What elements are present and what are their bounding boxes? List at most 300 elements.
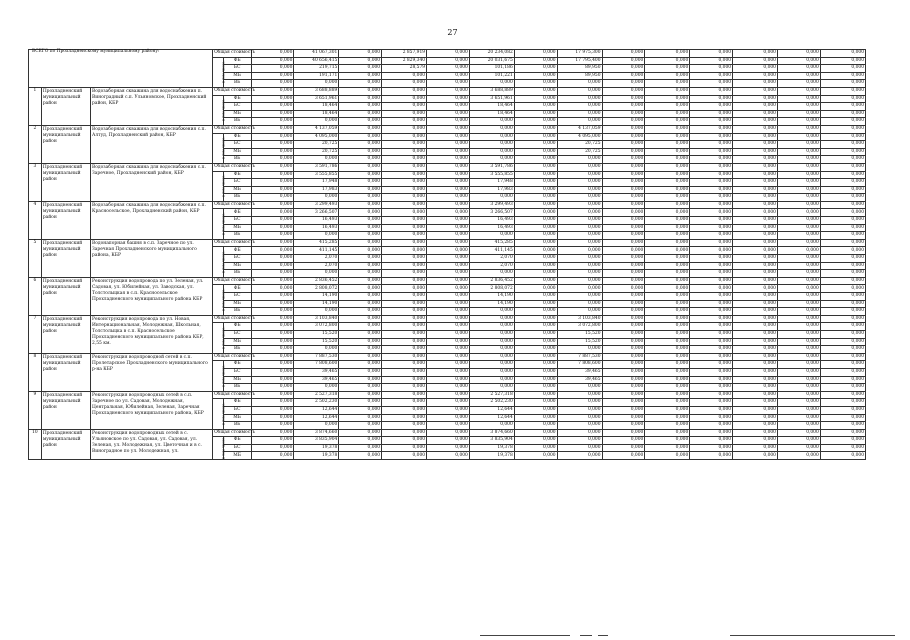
bottom-rule-lines <box>480 635 910 638</box>
value-cell: 0,000 <box>602 148 645 156</box>
value-cell: 0,000 <box>733 406 778 414</box>
value-cell: 0,000 <box>777 65 820 73</box>
value-cell: 0,000 <box>602 103 645 111</box>
value-cell: 0,000 <box>514 444 557 452</box>
value-cell: 0,000 <box>557 110 602 118</box>
value-cell: 0,000 <box>602 110 645 118</box>
value-cell: 0,000 <box>820 186 865 194</box>
value-cell: 0,000 <box>820 217 865 225</box>
value-cell: 0,000 <box>427 50 470 58</box>
value-cell: 0,000 <box>339 95 382 103</box>
summary-row <box>29 50 866 58</box>
value-cell: 4 095,000 <box>557 133 602 141</box>
value-cell: 0,000 <box>777 125 820 133</box>
value-cell: 0,000 <box>645 308 690 316</box>
cost-type: БС <box>223 444 251 452</box>
value-cell: 17,983 <box>294 186 339 194</box>
value-cell: 0,000 <box>251 384 294 392</box>
value-cell: 0,000 <box>645 224 690 232</box>
value-cell: 0,000 <box>251 444 294 452</box>
value-cell: 0,000 <box>690 285 733 293</box>
value-cell: 0,000 <box>645 179 690 187</box>
value-cell: 0,000 <box>514 308 557 316</box>
vertical-text: в том числе: <box>221 364 226 387</box>
summary-label: ВСЕГО по Прохладненскому муниципальному району: <box>29 50 213 88</box>
value-cell: 0,000 <box>514 118 557 126</box>
value-cell: 0,000 <box>557 247 602 255</box>
value-cell: 0,000 <box>427 133 470 141</box>
value-cell: 0,000 <box>514 437 557 445</box>
value-cell: 0,000 <box>645 201 690 209</box>
value-cell: 0,000 <box>820 141 865 149</box>
value-cell: 0,000 <box>690 353 733 361</box>
value-cell: 0,000 <box>690 87 733 95</box>
value-cell: 15,520 <box>557 338 602 346</box>
value-cell: 19,378 <box>294 452 339 460</box>
value-cell: 0,000 <box>820 133 865 141</box>
cost-type-total: Общая стоимость <box>214 429 255 435</box>
value-cell: 0,000 <box>820 65 865 73</box>
value-cell: 0,000 <box>602 361 645 369</box>
value-cell: 0,000 <box>251 262 294 270</box>
value-cell: 17 975,300 <box>557 50 602 58</box>
value-cell: 15,520 <box>557 330 602 338</box>
value-cell: 0,000 <box>777 384 820 392</box>
municipality-name: Прохладненский муниципальный район <box>41 315 90 353</box>
value-cell: 0,000 <box>820 50 865 58</box>
value-cell: 0,000 <box>339 80 382 88</box>
value-cell: 0,000 <box>557 80 602 88</box>
value-cell: 0,000 <box>690 346 733 354</box>
value-cell: 0,000 <box>339 285 382 293</box>
value-cell: 0,000 <box>514 141 557 149</box>
vertical-text: в том числе: <box>221 250 226 273</box>
value-cell: 0,000 <box>339 50 382 58</box>
value-cell: 0,000 <box>339 133 382 141</box>
value-cell: 18,464 <box>469 110 514 118</box>
value-cell: 7 808,600 <box>557 361 602 369</box>
value-cell: 0,000 <box>339 338 382 346</box>
value-cell: 2,070 <box>469 262 514 270</box>
value-cell: 0,000 <box>820 429 865 437</box>
value-cell: 0,000 <box>820 437 865 445</box>
cost-type: ФБ <box>223 171 251 179</box>
value-cell: 0,000 <box>469 315 514 323</box>
value-cell: 0,000 <box>382 133 427 141</box>
value-cell: 0,000 <box>514 232 557 240</box>
value-cell: 15,520 <box>294 330 339 338</box>
value-cell: 0,000 <box>733 110 778 118</box>
cost-type-total: Общая стоимость <box>214 315 255 321</box>
value-cell: 0,000 <box>690 444 733 452</box>
value-cell: 0,000 <box>733 186 778 194</box>
value-cell: 0,000 <box>382 330 427 338</box>
in-total-vertical-label <box>213 399 224 429</box>
value-cell: 0,000 <box>514 353 557 361</box>
value-cell: 0,000 <box>557 239 602 247</box>
value-cell: 0,000 <box>602 429 645 437</box>
value-cell: 0,000 <box>557 224 602 232</box>
value-cell: 0,000 <box>251 95 294 103</box>
value-cell: 16,493 <box>294 217 339 225</box>
value-cell: 0,000 <box>733 429 778 437</box>
value-cell: 0,000 <box>645 384 690 392</box>
value-cell: 0,000 <box>339 57 382 65</box>
value-cell: 0,000 <box>690 422 733 430</box>
value-cell: 0,000 <box>339 315 382 323</box>
value-cell: 0,000 <box>514 422 557 430</box>
value-cell: 0,000 <box>427 277 470 285</box>
value-cell: 0,000 <box>339 163 382 171</box>
value-cell: 0,000 <box>382 125 427 133</box>
value-cell: 0,000 <box>382 406 427 414</box>
value-cell: 19,378 <box>294 444 339 452</box>
project-row <box>29 201 866 209</box>
value-cell: 0,000 <box>294 384 339 392</box>
value-cell: 0,000 <box>820 179 865 187</box>
value-cell: 0,000 <box>339 87 382 95</box>
value-cell: 0,000 <box>733 239 778 247</box>
value-cell: 0,000 <box>645 444 690 452</box>
value-cell: 0,000 <box>690 72 733 80</box>
value-cell: 0,000 <box>777 399 820 407</box>
value-cell: 0,000 <box>514 224 557 232</box>
value-cell: 0,000 <box>690 186 733 194</box>
value-cell: 0,000 <box>251 133 294 141</box>
value-cell: 0,000 <box>733 201 778 209</box>
value-cell: 0,000 <box>427 239 470 247</box>
value-cell: 0,000 <box>469 270 514 278</box>
value-cell: 0,000 <box>602 209 645 217</box>
value-cell: 0,000 <box>733 361 778 369</box>
value-cell: 0,000 <box>820 87 865 95</box>
value-cell: 0,000 <box>820 156 865 164</box>
value-cell: 0,000 <box>602 452 645 460</box>
value-cell: 3 266,507 <box>294 209 339 217</box>
value-cell: 17,948 <box>469 179 514 187</box>
value-cell: 0,000 <box>733 437 778 445</box>
value-cell: 0,000 <box>469 80 514 88</box>
value-cell: 0,000 <box>469 323 514 331</box>
value-cell: 19,378 <box>469 452 514 460</box>
value-cell: 0,000 <box>602 384 645 392</box>
value-cell: 0,000 <box>602 376 645 384</box>
cost-type: МБ <box>223 414 251 422</box>
value-cell: 0,000 <box>602 125 645 133</box>
value-cell: 0,000 <box>514 262 557 270</box>
value-cell: 0,000 <box>557 186 602 194</box>
cost-type: МБ <box>223 110 251 118</box>
value-cell: 0,000 <box>382 118 427 126</box>
value-cell: 0,000 <box>777 300 820 308</box>
value-cell: 0,000 <box>514 171 557 179</box>
value-cell: 0,000 <box>514 163 557 171</box>
value-cell: 0,000 <box>469 125 514 133</box>
value-cell: 0,000 <box>557 300 602 308</box>
value-cell: 20,725 <box>294 148 339 156</box>
value-cell: 415,285 <box>294 239 339 247</box>
value-cell: 0,000 <box>645 285 690 293</box>
value-cell: 0,000 <box>382 338 427 346</box>
row-number: 10 <box>29 429 42 459</box>
value-cell: 0,000 <box>557 444 602 452</box>
value-cell: 0,000 <box>382 179 427 187</box>
cost-type: ФБ <box>223 437 251 445</box>
value-cell: 0,000 <box>733 232 778 240</box>
value-cell: 0,000 <box>602 179 645 187</box>
value-cell: 0,000 <box>690 330 733 338</box>
value-cell: 0,000 <box>557 179 602 187</box>
value-cell: 15,520 <box>294 338 339 346</box>
value-cell: 0,000 <box>690 376 733 384</box>
value-cell: 0,000 <box>820 293 865 301</box>
value-cell: 0,000 <box>645 361 690 369</box>
value-cell: 0,000 <box>777 57 820 65</box>
value-cell: 0,000 <box>514 406 557 414</box>
cost-type-total: Общая стоимость <box>214 239 255 245</box>
value-cell: 0,000 <box>645 414 690 422</box>
value-cell: 0,000 <box>820 163 865 171</box>
value-cell: 0,000 <box>557 452 602 460</box>
value-cell: 0,000 <box>339 361 382 369</box>
value-cell: 0,000 <box>514 239 557 247</box>
value-cell: 0,000 <box>382 148 427 156</box>
value-cell: 0,000 <box>690 65 733 73</box>
value-cell: 3 688,889 <box>469 87 514 95</box>
value-cell: 2 502,230 <box>469 399 514 407</box>
value-cell: 0,000 <box>251 72 294 80</box>
value-cell: 0,000 <box>557 232 602 240</box>
value-cell: 0,000 <box>777 179 820 187</box>
cost-type: ВБ <box>223 346 251 354</box>
value-cell: 0,000 <box>469 232 514 240</box>
value-cell: 0,000 <box>514 452 557 460</box>
value-cell: 0,000 <box>427 308 470 316</box>
value-cell: 0,000 <box>602 201 645 209</box>
row-number: 2 <box>29 125 42 163</box>
project-row <box>29 125 866 133</box>
value-cell: 0,000 <box>602 300 645 308</box>
value-cell: 0,000 <box>777 224 820 232</box>
value-cell: 0,000 <box>602 315 645 323</box>
in-total-vertical-label <box>213 133 224 163</box>
value-cell: 0,000 <box>690 270 733 278</box>
value-cell: 0,000 <box>820 118 865 126</box>
value-cell: 0,000 <box>645 270 690 278</box>
value-cell: 0,000 <box>645 141 690 149</box>
value-cell: 0,000 <box>514 346 557 354</box>
object-description: Реконструкция водопровода по ул. Зеленая, ул. Садовая, ул. Юбилейная, ул. Заводская, ул. Толстолыцкая в с.п. Красносельское Прохладненского муниципального района КБР <box>91 277 213 315</box>
value-cell: 0,000 <box>557 391 602 399</box>
value-cell: 0,000 <box>382 444 427 452</box>
value-cell: 0,000 <box>645 338 690 346</box>
value-cell: 0,000 <box>339 368 382 376</box>
value-cell: 0,000 <box>557 437 602 445</box>
value-cell: 0,000 <box>645 217 690 225</box>
value-cell: 0,000 <box>339 194 382 202</box>
value-cell: 0,000 <box>382 72 427 80</box>
value-cell: 0,000 <box>777 186 820 194</box>
value-cell: 0,000 <box>645 125 690 133</box>
value-cell: 0,000 <box>820 270 865 278</box>
value-cell: 0,000 <box>427 376 470 384</box>
value-cell: 0,000 <box>427 384 470 392</box>
cost-type: ВБ <box>223 80 251 88</box>
value-cell: 2 829,340 <box>382 57 427 65</box>
value-cell: 0,000 <box>514 50 557 58</box>
value-cell: 19,378 <box>469 444 514 452</box>
value-cell: 0,000 <box>251 300 294 308</box>
value-cell: 0,000 <box>820 376 865 384</box>
value-cell: 0,000 <box>557 201 602 209</box>
value-cell: 0,000 <box>427 406 470 414</box>
value-cell: 3 299,493 <box>294 201 339 209</box>
municipality-name: Прохладненский муниципальный район <box>41 87 90 125</box>
value-cell: 0,000 <box>339 399 382 407</box>
value-cell: 0,000 <box>382 80 427 88</box>
value-cell: 0,000 <box>820 247 865 255</box>
value-cell: 0,000 <box>645 87 690 95</box>
value-cell: 0,000 <box>427 262 470 270</box>
value-cell: 0,000 <box>251 217 294 225</box>
value-cell: 0,000 <box>777 156 820 164</box>
cost-type: МБ <box>223 224 251 232</box>
value-cell: 0,000 <box>339 406 382 414</box>
value-cell: 0,000 <box>690 368 733 376</box>
value-cell: 0,000 <box>382 87 427 95</box>
value-cell: 0,000 <box>469 384 514 392</box>
value-cell: 0,000 <box>733 141 778 149</box>
in-total-vertical-label <box>213 323 224 353</box>
value-cell: 0,000 <box>427 285 470 293</box>
value-cell: 0,000 <box>339 293 382 301</box>
value-cell: 0,000 <box>690 300 733 308</box>
value-cell: 0,000 <box>557 95 602 103</box>
value-cell: 219,715 <box>294 65 339 73</box>
value-cell: 0,000 <box>777 171 820 179</box>
value-cell: 0,000 <box>602 171 645 179</box>
value-cell: 0,000 <box>820 80 865 88</box>
value-cell: 0,000 <box>690 323 733 331</box>
value-cell: 0,000 <box>733 217 778 225</box>
value-cell: 0,000 <box>690 95 733 103</box>
value-cell: 2,070 <box>469 255 514 263</box>
value-cell: 0,000 <box>339 437 382 445</box>
value-cell: 39,465 <box>294 376 339 384</box>
value-cell: 0,000 <box>602 72 645 80</box>
value-cell: 0,000 <box>777 87 820 95</box>
vertical-text: в том числе: <box>221 98 226 121</box>
value-cell: 0,000 <box>339 118 382 126</box>
value-cell: 0,000 <box>514 186 557 194</box>
row-number: 4 <box>29 201 42 239</box>
value-cell: 0,000 <box>690 384 733 392</box>
value-cell: 0,000 <box>733 422 778 430</box>
value-cell: 3 591,786 <box>294 163 339 171</box>
cost-type: БС <box>223 103 251 111</box>
value-cell: 0,000 <box>557 118 602 126</box>
value-cell: 0,000 <box>733 103 778 111</box>
cost-type-total: Общая стоимость <box>214 201 255 207</box>
value-cell: 7 887,530 <box>557 353 602 361</box>
value-cell: 2 527,318 <box>469 391 514 399</box>
value-cell: 0,000 <box>777 209 820 217</box>
value-cell: 0,000 <box>514 376 557 384</box>
value-cell: 0,000 <box>427 270 470 278</box>
value-cell: 0,000 <box>733 133 778 141</box>
cost-type: ВБ <box>223 232 251 240</box>
value-cell: 0,000 <box>777 330 820 338</box>
value-cell: 0,000 <box>690 255 733 263</box>
object-description: Реконструкция водопровода по ул. Новая, Интернациональная, Молодежная, Школьная, Толстолыцка в с.п. Красносельское Прохладненского муниципального района КБР, 2,55 км. <box>91 315 213 353</box>
value-cell: 0,000 <box>251 141 294 149</box>
value-cell: 0,000 <box>251 414 294 422</box>
cost-type: ВБ <box>223 156 251 164</box>
value-cell: 0,000 <box>514 133 557 141</box>
value-cell: 0,000 <box>645 406 690 414</box>
cost-type-total: Общая стоимость <box>214 50 255 56</box>
value-cell: 0,000 <box>645 232 690 240</box>
value-cell: 0,000 <box>382 163 427 171</box>
value-cell: 0,000 <box>602 353 645 361</box>
cost-type: БС <box>223 179 251 187</box>
value-cell: 0,000 <box>469 156 514 164</box>
object-description: Водозаборная скважина для водоснабжения с.п. Красносельское, Прохладненский район, КБР <box>91 201 213 239</box>
value-cell: 0,000 <box>427 103 470 111</box>
value-cell: 0,000 <box>557 194 602 202</box>
value-cell: 0,000 <box>602 95 645 103</box>
value-cell: 3 103,840 <box>557 315 602 323</box>
value-cell: 0,000 <box>820 300 865 308</box>
value-cell: 0,000 <box>645 346 690 354</box>
value-cell: 0,000 <box>469 330 514 338</box>
value-cell: 0,000 <box>645 65 690 73</box>
value-cell: 0,000 <box>251 422 294 430</box>
value-cell: 0,000 <box>777 368 820 376</box>
page-number: 27 <box>447 28 458 37</box>
value-cell: 0,000 <box>690 133 733 141</box>
in-total-vertical-label <box>213 361 224 391</box>
value-cell: 0,000 <box>690 414 733 422</box>
value-cell: 0,000 <box>777 110 820 118</box>
value-cell: 0,000 <box>602 293 645 301</box>
value-cell: 0,000 <box>777 338 820 346</box>
value-cell: 0,000 <box>427 148 470 156</box>
value-cell: 0,000 <box>733 391 778 399</box>
value-cell: 0,000 <box>733 315 778 323</box>
value-cell: 0,000 <box>469 376 514 384</box>
value-cell: 0,000 <box>557 87 602 95</box>
value-cell: 0,000 <box>382 209 427 217</box>
value-cell: 0,000 <box>645 376 690 384</box>
cost-type: МБ <box>223 72 251 80</box>
value-cell: 0,000 <box>514 391 557 399</box>
cost-type-total: Общая стоимость <box>214 277 255 283</box>
value-cell: 0,000 <box>514 285 557 293</box>
project-row <box>29 239 866 247</box>
value-cell: 12,644 <box>469 414 514 422</box>
value-cell: 0,000 <box>645 353 690 361</box>
value-cell: 0,000 <box>251 353 294 361</box>
value-cell: 0,000 <box>382 277 427 285</box>
value-cell: 0,000 <box>514 399 557 407</box>
value-cell: 0,000 <box>382 376 427 384</box>
value-cell: 3 103,840 <box>294 315 339 323</box>
value-cell: 0,000 <box>777 353 820 361</box>
value-cell: 0,000 <box>251 179 294 187</box>
value-cell: 0,000 <box>514 65 557 73</box>
value-cell: 0,000 <box>777 217 820 225</box>
